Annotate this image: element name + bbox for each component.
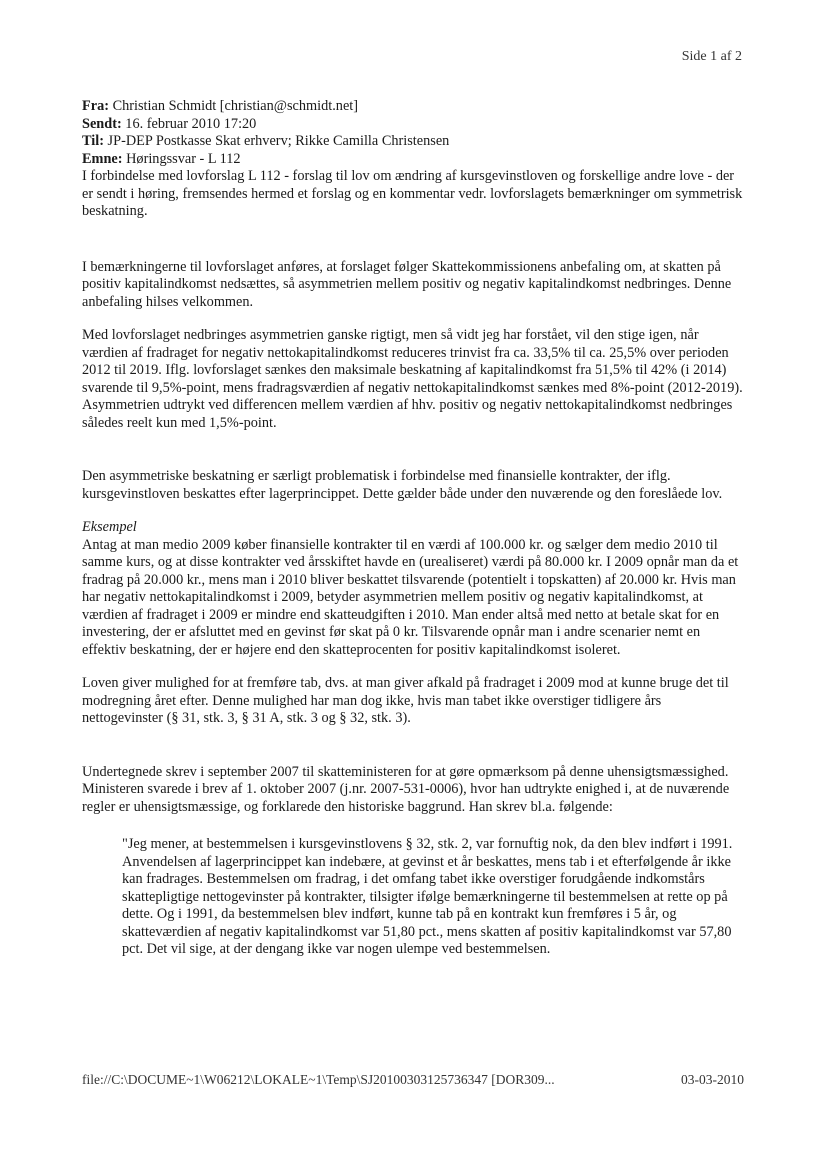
footer-date: 03-03-2010 xyxy=(681,1072,744,1087)
to-value: JP-DEP Postkasse Skat erhverv; Rikke Camilla Christensen xyxy=(103,133,450,149)
paragraph-6: Undertegnede skrev i september 2007 til skatteministeren for at gøre opmærksom på denne uhensigtsmæssighed. Ministeren svarede i brev af 1. oktober 2007 (j.nr. 2007-531-0006), hvor han udtrykte enighed i, at de nuværende regler er uhensigtsmæssige, og forklarede den historiske baggrund. Han skrev bl.a. følgende: xyxy=(82,763,730,815)
sent-value: 16. februar 2010 17:20 xyxy=(121,115,257,132)
subject-label: Emne: xyxy=(82,150,123,167)
page-number: Side 1 af 2 xyxy=(681,49,742,64)
paragraph-4: Antag at man medio 2009 køber finansielle kontrakter til en værdi af 100.000 kr. og sælger dem medio 2010 til samme kurs, og at disse kontrakter ved årsskiftet havde en (urealiseret) værdi på 80.000 kr. I 2009 opnår man da et fradrag på 20.000 kr., mens man i 2010 bliver beskattet tilsvarende (potentielt i topskatten) af 20.000 kr. Hvis man har negativ nettokapitalindkomst i 2009, betyder asymmetrien mellem positiv og negativ kapitalindkomst, at værdien af fradraget i 2009 er mindre end skatteudgiften i 2010. Man ender altså med netto at betale skat for en investering, der er afsluttet med en gevinst før skat på 0 kr. Tilsvarende opnår man i andre scenarier nemt en effektiv beskatning, der er højere end den skatteprocenten for positiv kapitalindkomst isoleret. xyxy=(82,536,739,658)
paragraph-5: Loven giver mulighed for at fremføre tab, dvs. at man giver afkald på fradraget i 2009 mod at kunne bruge det til modregning året efter. Denne mulighed har man dog ikke, hvis man tabet ikke overstiger tidligere års nettogevinster (§ 31, stk. 3, § 31 A, stk. 3 og § 32, stk. 3). xyxy=(82,675,729,726)
intro-paragraph: I forbindelse med lovforslag L 112 - forslag til lov om ændring af kursgevinstloven og forskellige andre love - der er sendt i høring, fremsendes hermed et forslag og en kommentar vedr. lovforslagets bemærkninger om symmetrisk beskatning. xyxy=(82,168,743,219)
footer-file-path: file://C:\DOCUME~1\W06212\LOKALE~1\Temp\SJ20100303125736347 [DOR309... xyxy=(82,1072,555,1087)
email-sent xyxy=(82,116,744,134)
from-value: Christian Schmidt [christian@schmidt.net] xyxy=(109,98,359,114)
email-to xyxy=(82,133,744,151)
email-subject xyxy=(82,151,744,169)
to-label: Til: xyxy=(82,133,104,149)
email-from xyxy=(82,98,744,116)
print-footer xyxy=(82,1072,744,1088)
paragraph-2: Med lovforslaget nedbringes asymmetrien ganske rigtigt, men så vidt jeg har forstået, vil den stige igen, når værdien af fradraget for negativ nettokapitalindkomst reduceres trinvist fra ca. 33,5% til ca. 25,5% over perioden 2012 til 2019. Iflg. lovforslaget sænkes den maksimale beskatning af kapitalindkomst fra 51,5% til 42% (i 2014) svarende til 9,5%-point, mens fradragsværdien af negativ nettokapitalindkomst sænkes med 8%-point (2012-2019). Asymmetrien udtrykt ved differencen mellem værdien af hhv. positiv og negativ nettokapitalindkomst nedbringes således reelt kun med 1,5%-point. xyxy=(82,327,743,431)
paragraph-3: Den asymmetriske beskatning er særligt problematisk i forbindelse med finansielle kontrakter, der iflg. kursgevinstloven beskattes efter lagerprincippet. Dette gælder både under den nuværende og den foreslåede lov. xyxy=(82,468,723,502)
email-document xyxy=(82,98,744,959)
paragraph-1: I bemærkningerne til lovforslaget anføres, at forslaget følger Skattekommissionens anbefaling om, at skatten på positiv kapitalindkomst nedsættes, så asymmetrien mellem positiv og negativ kapitalindkomst nedbringes. Denne anbefaling hilses velkommen. xyxy=(82,258,732,310)
minister-quote: "Jeg mener, at bestemmelsen i kursgevinstlovens § 32, stk. 2, var fornuftig nok, da den blev indført i 1991. Anvendelsen af lagerprincippet kan indebære, at gevinst et år beskattes, mens tab i et efterfølgende år ikke kan fradrages. Bestemmelsen om fradrag, i det omfang tabet ikke overstiger forudgående indkomstårs skattepligtige nettogevinster på kontrakter, tilsigter ifølge bemærkningerne til bestemmelsen at rette op på dette. Og i 1991, da bestemmelsen blev indført, kunne tab på en kontrakt kun fremføres i 5 år, og skatteværdien af negativ kapitalindkomst var 51,80 pct., mens skatten af positiv kapitalindkomst var 57,80 pct. Det vil sige, at der dengang ikke var nogen ulempe ved bestemmelsen. xyxy=(122,836,733,957)
example-heading: Eksempel xyxy=(82,519,137,535)
subject-value: Høringssvar - L 112 xyxy=(122,150,241,167)
from-label: Fra: xyxy=(82,98,109,114)
sent-label: Sendt: xyxy=(82,115,122,132)
